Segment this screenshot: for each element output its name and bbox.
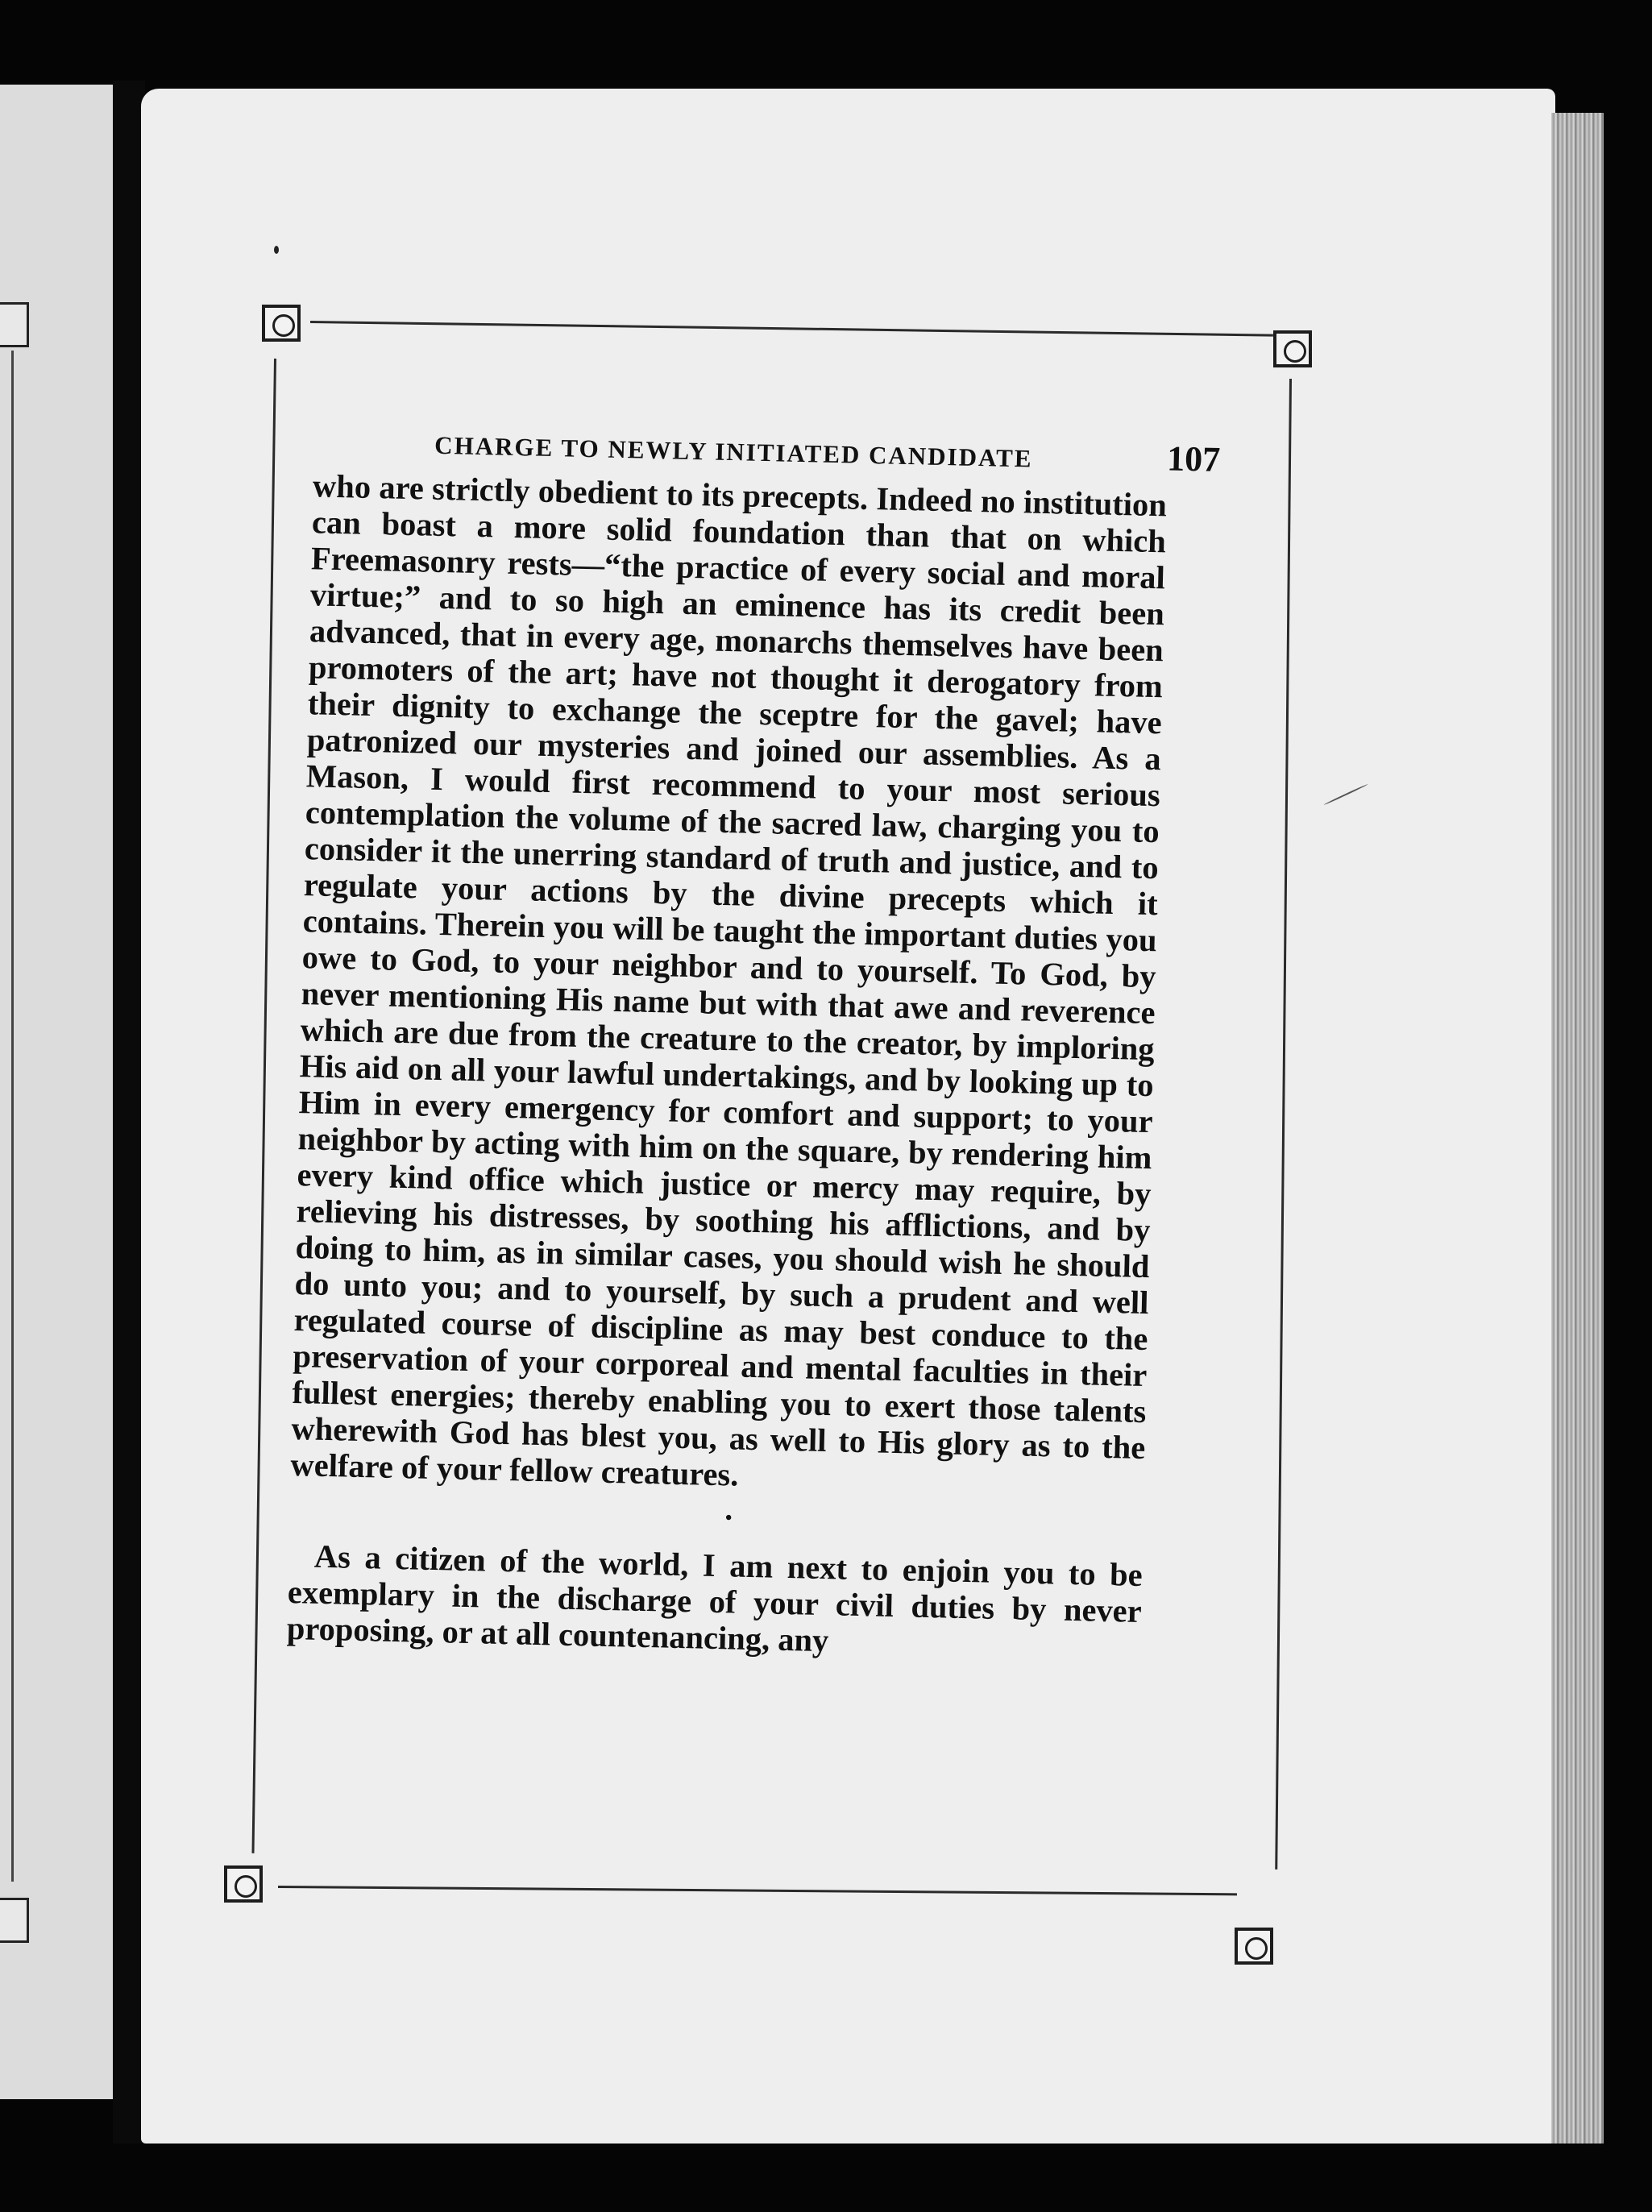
ornament-ring-icon [1245, 1937, 1268, 1960]
frame-corner-ornament [224, 1865, 263, 1903]
left-page-frame-corner [0, 1898, 29, 1943]
paragraph-separator-dot: • [723, 1509, 734, 1529]
running-header-title: CHARGE TO NEWLY INITIATED CANDIDATE [434, 430, 1033, 473]
book-gutter [113, 81, 145, 2144]
left-page-edge [0, 85, 113, 2099]
frame-corner-ornament [262, 305, 301, 342]
ornament-ring-icon [235, 1875, 257, 1898]
scan-speck [274, 246, 279, 254]
page-number: 107 [1166, 438, 1221, 479]
left-page-frame-line [11, 351, 14, 1882]
ornament-ring-icon [1284, 340, 1306, 363]
left-page-frame-corner [0, 302, 29, 347]
frame-corner-ornament [1273, 330, 1312, 367]
page-stack-edges [1551, 113, 1604, 2144]
body-paragraph: who are strictly obedient to its precepts. Indeed no institution can boast a more solid foundation than that on which Freemasonry rests—“the practice of every social and moral virtue;” and to so high an eminence has its credit been advanced, that in every age, monarchs themselves have been promoters of the art; have not thought it derogatory from their dignity to exchange the sceptre for the gavel; have patronized our mysteries and joined our assemblies. As a Mason, I would first recommend to your most serious contemplation the volume of the sacred law, charging you to consider it the unerring standard of truth and justice, and to regulate your actions by the divine precepts which it contains. Therein you will be taught the important duties you owe to God, to your neighbor and to yourself. To God, by never mentioning His name but with that awe and reverence which are due from the creature to the creator, by imploring His aid on all your lawful undertakings, and by looking up to Him in every emergency for comfort and support; to your neighbor by acting with him on the square, by rendering him every kind office which justice or mercy may require, by relieving his distresses, by soothing his afflictions, and by doing to him, as in similar cases, you should wish he should do unto you; and to yourself, by such a prudent and well regulated course of discipline as may best conduce to the preservation of your corporeal and mental faculties in their fullest energies; thereby enabling you to exert those talents wherewith God has blest you, as well to His glory as to the welfare of your fellow creatures. [290, 467, 1168, 1493]
page-text-block [286, 419, 1221, 1666]
body-paragraph: As a citizen of the world, I am next to enjoin you to be exemplary in the discharge of your civil duties by never proposing, or at all countenancing, any [286, 1538, 1144, 1659]
frame-corner-ornament [1235, 1928, 1273, 1965]
ornament-ring-icon [272, 314, 295, 337]
